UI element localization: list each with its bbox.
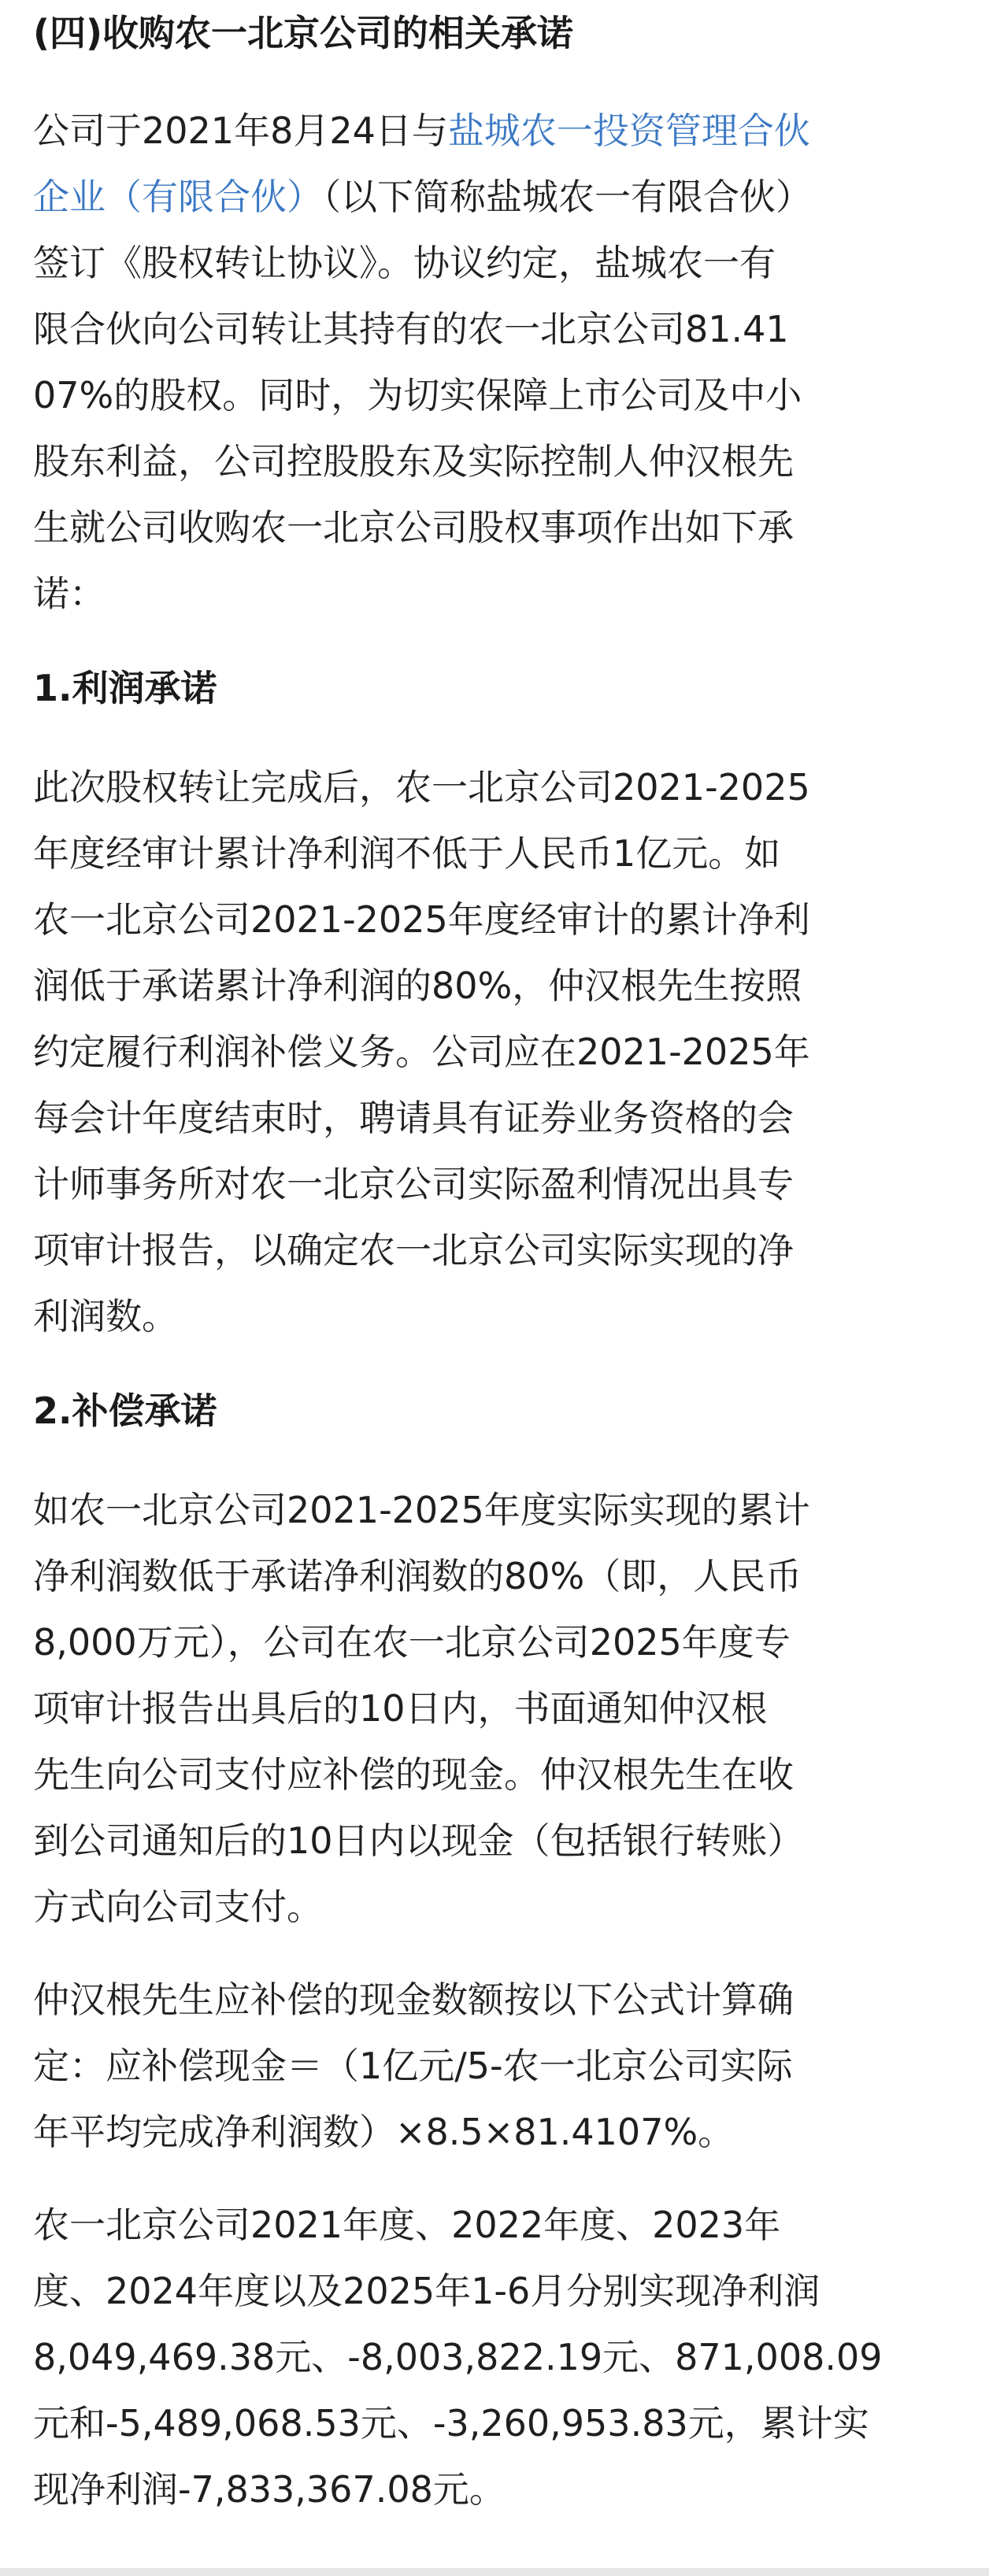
paragraph-line: 净利润数低于承诺净利润数的80%（即，人民币 xyxy=(33,1555,802,1597)
paragraph-line: 如农一北京公司2021-2025年度实际实现的累计 xyxy=(33,1489,810,1531)
actual-profit-paragraph xyxy=(33,2192,959,2522)
intro-text: （以下简称盐城农一有限合伙） xyxy=(323,176,812,218)
profit-commitment-title: 1.利润承诺 xyxy=(33,667,217,709)
intro-line-2 xyxy=(33,164,959,230)
paragraph-line: 方式向公司支付。 xyxy=(33,1886,323,1928)
intro-line-7: 生就公司收购农一北京公司股权事项作出如下承 xyxy=(33,506,794,549)
intro-paragraph xyxy=(33,98,959,627)
intro-line-5: 07%的股权。同时，为切实保障上市公司及中小 xyxy=(33,374,802,416)
paragraph-line: 年平均完成净利润数）×8.5×81.4107%。 xyxy=(33,2111,735,2153)
paragraph-line: 此次股权转让完成后，农一北京公司2021-2025 xyxy=(33,766,810,809)
compensation-paragraph-1 xyxy=(33,1477,959,1940)
intro-line-3: 签订《股权转让协议》。协议约定，盐城农一有 xyxy=(33,242,776,284)
section-title: (四)收购农一北京公司的相关承诺 xyxy=(33,12,574,54)
intro-line-1 xyxy=(33,98,959,164)
partnership-link[interactable]: 盐城农一投资管理合伙 xyxy=(447,109,810,152)
compensation-commitment-title: 2.补偿承诺 xyxy=(33,1390,217,1432)
bottom-divider xyxy=(0,2568,989,2576)
paragraph-line: 项审计报告，以确定农一北京公司实际实现的净 xyxy=(33,1229,794,1271)
paragraph-line: 度、2024年度以及2025年1-6月分别实现净利润 xyxy=(33,2270,820,2312)
paragraph-line: 年度经审计累计净利润不低于人民币1亿元。如 xyxy=(33,832,781,875)
paragraph-line: 定：应补偿现金＝（1亿元/5-农一北京公司实际 xyxy=(33,2045,793,2087)
intro-text: 公司于2021年8月24日与 xyxy=(33,109,448,152)
paragraph-line: 8,000万元），公司在农一北京公司2025年度专 xyxy=(33,1621,791,1664)
document-content xyxy=(33,0,959,2522)
intro-line-6: 股东利益，公司控股股东及实际控制人仲汉根先 xyxy=(33,440,794,483)
intro-line-8: 诺： xyxy=(33,572,106,615)
intro-line-4: 限合伙向公司转让其持有的农一北京公司81.41 xyxy=(33,308,789,350)
paragraph-line: 现净利润-7,833,367.08元。 xyxy=(33,2468,506,2511)
profit-commitment-paragraph xyxy=(33,754,959,1349)
paragraph-line: 8,049,469.38元、-8,003,822.19元、871,008.09 xyxy=(33,2336,883,2378)
compensation-formula-paragraph xyxy=(33,1967,959,2165)
paragraph-line: 元和-5,489,068.53元、-3,260,953.83元，累计实 xyxy=(33,2402,869,2445)
paragraph-line: 项审计报告出具后的10日内，书面通知仲汉根 xyxy=(33,1687,768,1730)
paragraph-line: 农一北京公司2021-2025年度经审计的累计净利 xyxy=(33,898,810,941)
paragraph-line: 计师事务所对农一北京公司实际盈利情况出具专 xyxy=(33,1163,794,1205)
paragraph-line: 到公司通知后的10日内以现金（包括银行转账） xyxy=(33,1819,804,1862)
paragraph-line: 每会计年度结束时，聘请具有证券业务资格的会 xyxy=(33,1097,794,1139)
paragraph-line: 仲汉根先生应补偿的现金数额按以下公式计算确 xyxy=(33,1978,794,2021)
paragraph-line: 先生向公司支付应补偿的现金。仲汉根先生在收 xyxy=(33,1753,794,1796)
paragraph-line: 农一北京公司2021年度、2022年度、2023年 xyxy=(33,2204,781,2246)
paragraph-line: 利润数。 xyxy=(33,1295,178,1338)
paragraph-line: 约定履行利润补偿义务。公司应在2021-2025年 xyxy=(33,1031,810,1073)
partnership-link-continued[interactable]: 企业（有限合伙） xyxy=(33,176,323,218)
paragraph-line: 润低于承诺累计净利润的80%，仲汉根先生按照 xyxy=(33,964,802,1007)
